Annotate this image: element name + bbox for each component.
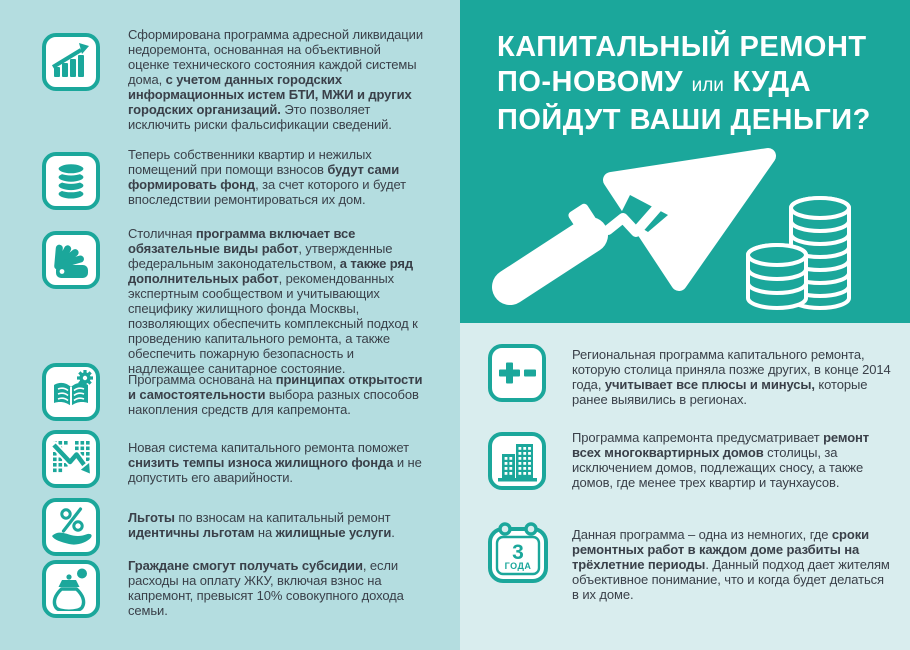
coin-purse-icon xyxy=(42,560,100,618)
info-text: Программа капремонта предусматривает ремонт всех многоквартирных домов столицы, за исключением домов, подлежащих сносу, а также домов, где менее трех квартир и таунхаусов. xyxy=(572,430,870,490)
buildings-glyph xyxy=(495,439,539,483)
title-line-2: ПО-НОВОМУ или КУДА xyxy=(497,66,812,98)
trowel-icon xyxy=(510,156,768,287)
coin-stack-icon xyxy=(42,152,100,210)
growth-chart-icon xyxy=(42,33,100,91)
plus-minus-glyph xyxy=(495,351,539,395)
decline-graph-icon xyxy=(42,430,100,488)
info-text: Данная программа – одна из немногих, где сроки ремонтных работ в каждом доме разбиты на трёхлетние периоды. Данный подход дает жителям объективное понимание, что и когда будет делаться в их доме. xyxy=(572,527,890,602)
swatch-fan-glyph xyxy=(49,238,93,282)
info-text: Новая система капитального ремонта поможет снизить темпы износа жилищного фонда и не допустить его аварийности. xyxy=(128,440,422,485)
info-text: Столичная программа включает все обязательные виды работ, утвержденные федеральным законодательством, а также ряд дополнительных работ, рекомендованных экспертным сообществом и учитывающих специфику жилищного фонда Москвы, позволяющих обеспечить комплексный подход к проведению капитального ремонта, а также обеспечить пожарную безопасность и надлежащее санитарное состояние. xyxy=(128,226,418,376)
info-text: Сформирована программа адресной ликвидации недоремонта, основанная на объективной оценке технического состояния каждой системы дома, с учетом данных городских информационных истем БТИ, МЖИ и других городских организаций. Это позволяет исключить риски фальсификации сведений. xyxy=(128,27,423,132)
buildings-icon xyxy=(488,432,546,490)
plus-minus-icon xyxy=(488,344,546,402)
coin-stack-glyph xyxy=(49,159,93,203)
title-line-1: КАПИТАЛЬНЫЙ РЕМОНТ xyxy=(497,31,867,63)
book-gear-icon xyxy=(42,363,100,421)
calendar-caption: ГОДА xyxy=(504,561,532,571)
page-title xyxy=(497,30,887,138)
growth-chart-glyph xyxy=(49,40,93,84)
info-text: Программа основана на принципах открытости и самостоятельности выбора разных способов накопления средств для капремонта. xyxy=(128,372,423,417)
book-gear-glyph xyxy=(49,370,93,414)
trowel-and-coins-illustration xyxy=(460,138,900,338)
info-text: Региональная программа капитального ремонта, которую столица приняла позже других, в конце 2014 года, учитывает все плюсы и минусы, которые ранее выявились в регионах. xyxy=(572,347,891,407)
calendar-number: 3 xyxy=(512,541,524,564)
percent-hand-glyph xyxy=(49,505,93,549)
info-text: Граждане смогут получать субсидии, если расходы на оплату ЖКУ, включая взнос на капремонт, превысят 10% совокупного дохода семьи. xyxy=(128,558,404,618)
decline-graph-glyph xyxy=(49,437,93,481)
info-text: Льготы по взносам на капитальный ремонт идентичны льготам на жилищные услуги. xyxy=(128,510,395,540)
swatch-fan-icon xyxy=(42,231,100,289)
calendar-icon xyxy=(486,518,550,590)
info-text: Теперь собственники квартир и нежилых помещений при помощи взносов будут сами формировать фонд, за счет которого и будет впоследствии ремонтироваться их дом. xyxy=(128,147,407,207)
coin-purse-glyph xyxy=(49,567,93,611)
coin-stacks-icon xyxy=(748,198,849,308)
title-line-3: ПОЙДУТ ВАШИ ДЕНЬГИ? xyxy=(497,104,871,136)
percent-hand-icon xyxy=(42,498,100,556)
